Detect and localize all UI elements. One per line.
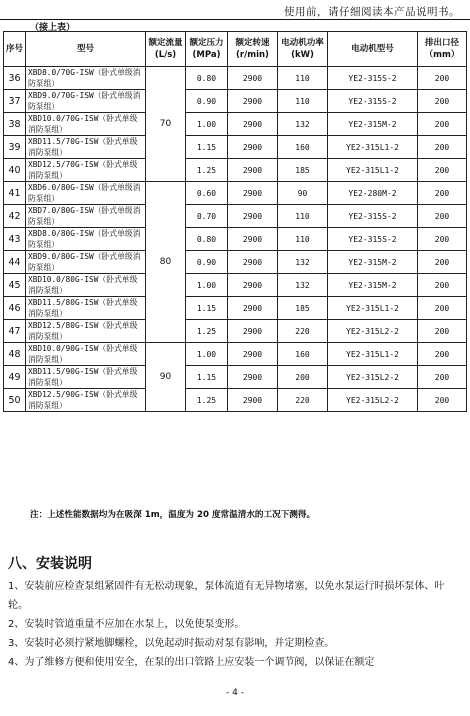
cell-speed: 2900 (228, 274, 278, 297)
cell-model: XBD10.0/90G-ISW（卧式单级消防泵组） (26, 343, 146, 366)
cell-seq: 47 (4, 320, 26, 343)
cell-motor: YE2-315S-2 (328, 67, 418, 90)
cell-power: 160 (278, 136, 328, 159)
cell-pressure: 1.00 (186, 113, 228, 136)
header-model: 型号 (26, 32, 146, 67)
cell-outlet: 200 (418, 343, 467, 366)
cell-outlet: 200 (418, 67, 467, 90)
cell-power: 110 (278, 90, 328, 113)
cell-power: 132 (278, 274, 328, 297)
cell-outlet: 200 (418, 251, 467, 274)
cell-pressure: 0.70 (186, 205, 228, 228)
install-step-4: 4、为了维修方便和使用安全，在泵的出口管路上应安装一个调节阀，以保证在额定 (8, 657, 375, 668)
cell-model: XBD7.0/80G-ISW（卧式单级消防泵组） (26, 205, 146, 228)
cell-speed: 2900 (228, 320, 278, 343)
table-row (4, 67, 467, 90)
cell-outlet: 200 (418, 113, 467, 136)
cell-seq: 36 (4, 67, 26, 90)
cell-outlet: 200 (418, 182, 467, 205)
cell-seq: 38 (4, 113, 26, 136)
cell-outlet: 200 (418, 320, 467, 343)
cell-power: 200 (278, 366, 328, 389)
cell-seq: 40 (4, 159, 26, 182)
cell-speed: 2900 (228, 297, 278, 320)
cell-outlet: 200 (418, 136, 467, 159)
cell-motor: YE2-315M-2 (328, 274, 418, 297)
cell-motor: YE2-315L2-2 (328, 389, 418, 412)
spec-table (3, 31, 467, 412)
cell-speed: 2900 (228, 389, 278, 412)
cell-model: XBD6.0/80G-ISW（卧式单级消防泵组） (26, 182, 146, 205)
cell-outlet: 200 (418, 389, 467, 412)
install-step-1: 1、安装前应检查泵组紧固件有无松动现象，泵体流道有无异物堵塞，以免水泵运行时损坏泵体、叶轮。 (8, 581, 445, 611)
cell-model: XBD10.0/80G-ISW（卧式单级消防泵组） (26, 274, 146, 297)
cell-motor: YE2-315S-2 (328, 228, 418, 251)
cell-pressure: 1.15 (186, 366, 228, 389)
cell-power: 185 (278, 297, 328, 320)
header-flow: 额定流量(L/s) (146, 32, 186, 67)
cell-flow: 80 (146, 182, 186, 343)
cell-power: 110 (278, 228, 328, 251)
cell-motor: YE2-315M-2 (328, 251, 418, 274)
cell-speed: 2900 (228, 67, 278, 90)
header-outlet: 排出口径（mm） (418, 32, 467, 67)
table-row (4, 205, 467, 228)
table-row (4, 90, 467, 113)
table-row (4, 343, 467, 366)
cell-outlet: 200 (418, 297, 467, 320)
cell-seq: 48 (4, 343, 26, 366)
table-row (4, 136, 467, 159)
table-row (4, 228, 467, 251)
cell-flow: 70 (146, 67, 186, 182)
cell-seq: 37 (4, 90, 26, 113)
table-continued-label: （接上表） (30, 23, 76, 33)
cell-seq: 50 (4, 389, 26, 412)
cell-model: XBD10.0/70G-ISW（卧式单级消防泵组） (26, 113, 146, 136)
cell-power: 132 (278, 113, 328, 136)
cell-outlet: 200 (418, 366, 467, 389)
cell-pressure: 0.80 (186, 67, 228, 90)
cell-speed: 2900 (228, 228, 278, 251)
cell-seq: 42 (4, 205, 26, 228)
table-row (4, 297, 467, 320)
table-row (4, 389, 467, 412)
install-step-3: 3、安装时必须拧紧地脚螺栓，以免起动时振动对泵有影响，并定期检查。 (8, 638, 335, 649)
cell-model: XBD12.5/70G-ISW（卧式单级消防泵组） (26, 159, 146, 182)
cell-pressure: 1.25 (186, 389, 228, 412)
cell-speed: 2900 (228, 113, 278, 136)
cell-speed: 2900 (228, 343, 278, 366)
cell-seq: 39 (4, 136, 26, 159)
cell-speed: 2900 (228, 159, 278, 182)
table-row (4, 159, 467, 182)
cell-power: 220 (278, 320, 328, 343)
table-row (4, 366, 467, 389)
cell-model: XBD12.5/90G-ISW（卧式单级消防泵组） (26, 389, 146, 412)
cell-pressure: 1.25 (186, 159, 228, 182)
cell-motor: YE2-315M-2 (328, 113, 418, 136)
cell-pressure: 1.25 (186, 320, 228, 343)
cell-seq: 49 (4, 366, 26, 389)
cell-pressure: 0.60 (186, 182, 228, 205)
cell-seq: 44 (4, 251, 26, 274)
cell-motor: YE2-315L1-2 (328, 159, 418, 182)
section-title: 八、安装说明 (8, 556, 92, 572)
table-header-row (4, 32, 467, 67)
cell-motor: YE2-315S-2 (328, 90, 418, 113)
page-number: - 4 - (226, 688, 244, 698)
table-row (4, 113, 467, 136)
cell-seq: 41 (4, 182, 26, 205)
cell-model: XBD9.0/70G-ISW（卧式单级消防泵组） (26, 90, 146, 113)
cell-power: 185 (278, 159, 328, 182)
cell-power: 90 (278, 182, 328, 205)
header-motor: 电动机型号 (328, 32, 418, 67)
cell-model: XBD11.5/90G-ISW（卧式单级消防泵组） (26, 366, 146, 389)
install-step-2: 2、安装时管道重量不应加在水泵上，以免使泵变形。 (8, 619, 245, 630)
table-row (4, 251, 467, 274)
cell-speed: 2900 (228, 251, 278, 274)
cell-motor: YE2-315L2-2 (328, 320, 418, 343)
cell-outlet: 200 (418, 90, 467, 113)
cell-motor: YE2-315L1-2 (328, 343, 418, 366)
table-row (4, 320, 467, 343)
cell-model: XBD8.0/80G-ISW（卧式单级消防泵组） (26, 228, 146, 251)
cell-model: XBD11.5/80G-ISW（卧式单级消防泵组） (26, 297, 146, 320)
cell-motor: YE2-315L1-2 (328, 136, 418, 159)
cell-pressure: 1.15 (186, 297, 228, 320)
cell-speed: 2900 (228, 90, 278, 113)
cell-motor: YE2-315L1-2 (328, 297, 418, 320)
cell-model: XBD9.0/80G-ISW（卧式单级消防泵组） (26, 251, 146, 274)
cell-outlet: 200 (418, 159, 467, 182)
cell-power: 110 (278, 205, 328, 228)
cell-model: XBD8.0/70G-ISW（卧式单级消防泵组） (26, 67, 146, 90)
table-note: 注：上述性能数据均为在吸深 1m，温度为 20 度常温清水的工况下测得。 (30, 510, 316, 520)
cell-pressure: 0.90 (186, 90, 228, 113)
cell-pressure: 0.80 (186, 228, 228, 251)
header-seq: 序号 (4, 32, 26, 67)
cell-flow: 90 (146, 343, 186, 412)
cell-power: 160 (278, 343, 328, 366)
cell-outlet: 200 (418, 274, 467, 297)
cell-outlet: 200 (418, 205, 467, 228)
cell-speed: 2900 (228, 366, 278, 389)
cell-speed: 2900 (228, 136, 278, 159)
cell-model: XBD12.5/80G-ISW（卧式单级消防泵组） (26, 320, 146, 343)
cell-speed: 2900 (228, 205, 278, 228)
cell-model: XBD11.5/70G-ISW（卧式单级消防泵组） (26, 136, 146, 159)
cell-motor: YE2-280M-2 (328, 182, 418, 205)
table-body (4, 67, 467, 412)
header-speed: 额定转速(r/min) (228, 32, 278, 67)
cell-seq: 45 (4, 274, 26, 297)
cell-outlet: 200 (418, 228, 467, 251)
cell-pressure: 0.90 (186, 251, 228, 274)
cell-motor: YE2-315S-2 (328, 205, 418, 228)
header-note: 使用前，请仔细阅读本产品说明书。 (284, 6, 460, 18)
cell-seq: 46 (4, 297, 26, 320)
cell-motor: YE2-315L2-2 (328, 366, 418, 389)
cell-pressure: 1.00 (186, 274, 228, 297)
cell-power: 132 (278, 251, 328, 274)
table-row (4, 182, 467, 205)
cell-pressure: 1.00 (186, 343, 228, 366)
cell-power: 220 (278, 389, 328, 412)
cell-pressure: 1.15 (186, 136, 228, 159)
cell-speed: 2900 (228, 182, 278, 205)
table-row (4, 274, 467, 297)
header-power: 电动机功率(kW) (278, 32, 328, 67)
cell-power: 110 (278, 67, 328, 90)
header-pressure: 额定压力(MPa) (186, 32, 228, 67)
cell-seq: 43 (4, 228, 26, 251)
